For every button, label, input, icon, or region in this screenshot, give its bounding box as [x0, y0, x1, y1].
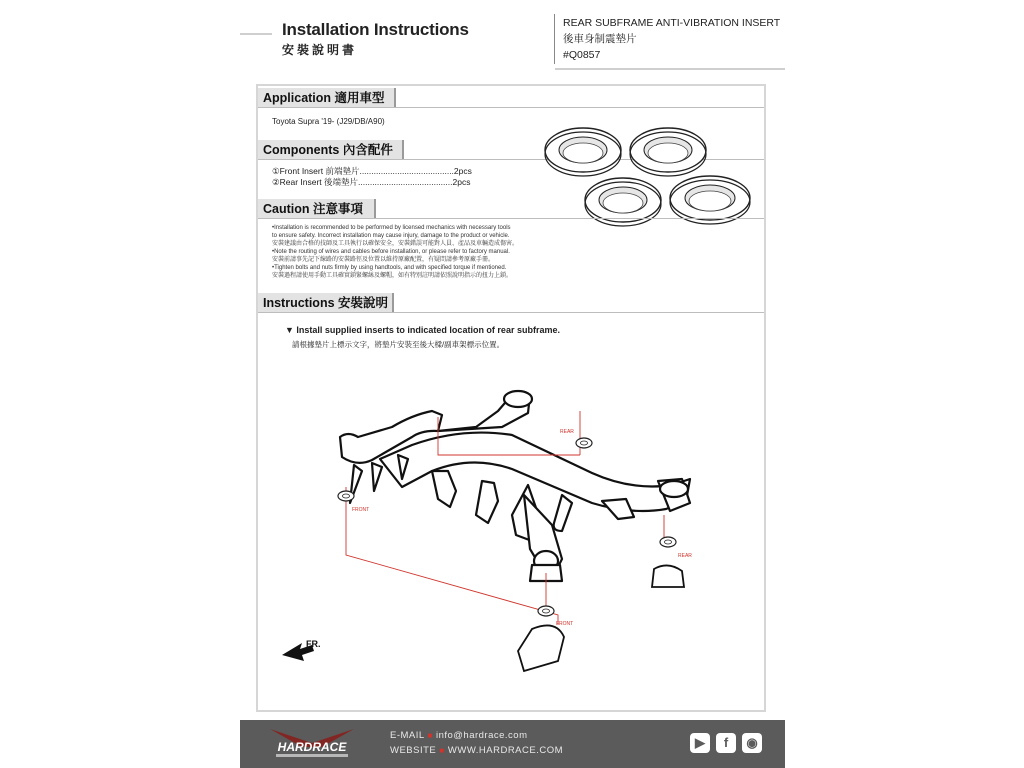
component-item: [272, 166, 472, 177]
application-heading: Application 適用車型: [258, 88, 396, 108]
insert-ring-icon: [545, 128, 621, 176]
caution-rule: [258, 218, 764, 219]
email-label: E-MAIL: [390, 730, 425, 741]
part-number: #Q0857: [563, 49, 601, 61]
caution-line: to ensure safety. Incorrect installation may cause injury, damage to the product or vehicle.: [272, 233, 510, 239]
caution-line: 安裝前請事先記下線路的安裝路徑及位置以維持原廠配置，有疑問請參考原廠手冊。: [272, 257, 495, 263]
bullet-icon: ■: [427, 731, 433, 740]
subframe-diagram: [262, 375, 752, 705]
front-label: FRONT: [352, 507, 370, 513]
header-underline: [555, 68, 785, 70]
front-label: FRONT: [556, 621, 574, 627]
website-label: WEBSITE: [390, 745, 437, 756]
page-title: Installation Instructions: [282, 20, 469, 39]
header-divider: [554, 14, 555, 64]
instructions-rule: [258, 312, 764, 313]
component-name: ①Front Insert 前端墊片: [272, 166, 360, 176]
brand-logo[interactable]: [262, 725, 362, 765]
caution-line: 安裝過程請使用手動工具確實鎖緊螺絲及螺帽，如有特別註明請依照說明指示的扭力上鎖。: [272, 273, 513, 279]
rear-label: REAR: [560, 429, 574, 435]
page-title-zh: 安裝說明書: [282, 43, 358, 57]
caution-line: •Tighten bolts and nuts firmly by using handtools, and with specified torque if mentioned.: [272, 265, 507, 271]
component-name: ②Rear Insert 後端墊片: [272, 177, 359, 187]
component-qty: 2pcs: [452, 177, 471, 187]
inserts-illustration: [540, 120, 765, 230]
component-qty: 2pcs: [453, 166, 472, 176]
caution-line: •Note the routing of wires and cables before installation, or please refer to factory manual.: [272, 249, 510, 255]
bullet-icon: ■: [439, 746, 445, 755]
rear-mount-detail: [652, 565, 684, 587]
subframe-outline: [340, 391, 690, 581]
website-link[interactable]: WWW.HARDRACE.COM: [447, 745, 564, 756]
application-rule: [258, 107, 764, 108]
brand-name: HARDRACE: [277, 740, 347, 754]
caution-heading: Caution 注意事項: [258, 199, 376, 219]
email-link[interactable]: info@hardrace.com: [435, 730, 528, 741]
header-accent-bar: [240, 33, 272, 35]
product-name-zh: 後車身制震墊片: [563, 33, 637, 45]
rear-label: REAR: [678, 553, 692, 559]
insert-marker-icon: [338, 491, 354, 501]
component-item: [272, 177, 470, 188]
front-mount-detail: [518, 625, 564, 671]
caution-line: 安裝建議由合格的技師及工具執行以確保安全，安裝錯誤可能對人員、產品及車輛造成傷害。: [272, 241, 519, 247]
footer-website: [390, 745, 563, 756]
wechat-icon[interactable]: ◉: [742, 733, 762, 753]
insert-ring-icon: [670, 176, 750, 224]
instructions-heading: Instructions 安裝說明: [258, 293, 394, 313]
vehicle-fitment: Toyota Supra '19- (J29/DB/A90): [272, 117, 385, 126]
product-name: REAR SUBFRAME ANTI-VIBRATION INSERT: [563, 17, 781, 29]
instruction-step: ▼ Install supplied inserts to indicated location of rear subframe.: [285, 325, 560, 335]
direction-label: FR.: [306, 639, 321, 649]
insert-marker-icon: [576, 438, 592, 448]
component-dots: ........................................: [359, 166, 454, 176]
instruction-step-zh: 請根據墊片上標示文字，將墊片安裝至後大樑/副車架標示位置。: [292, 340, 505, 349]
caution-list: [272, 224, 518, 280]
facebook-icon[interactable]: f: [716, 733, 736, 753]
caution-line: •Installation is recommended to be performed by licensed mechanics with necessary tools: [272, 225, 511, 231]
component-dots: ........................................: [358, 177, 453, 187]
footer-email: [390, 730, 528, 741]
product-info: [563, 15, 780, 63]
insert-marker-icon: [660, 537, 676, 547]
youtube-icon[interactable]: ▶: [690, 733, 710, 753]
insert-ring-icon: [630, 128, 706, 176]
insert-marker-icon: [538, 606, 554, 616]
components-heading: Components 內含配件: [258, 140, 404, 160]
hardrace-logo-icon: [262, 725, 362, 761]
